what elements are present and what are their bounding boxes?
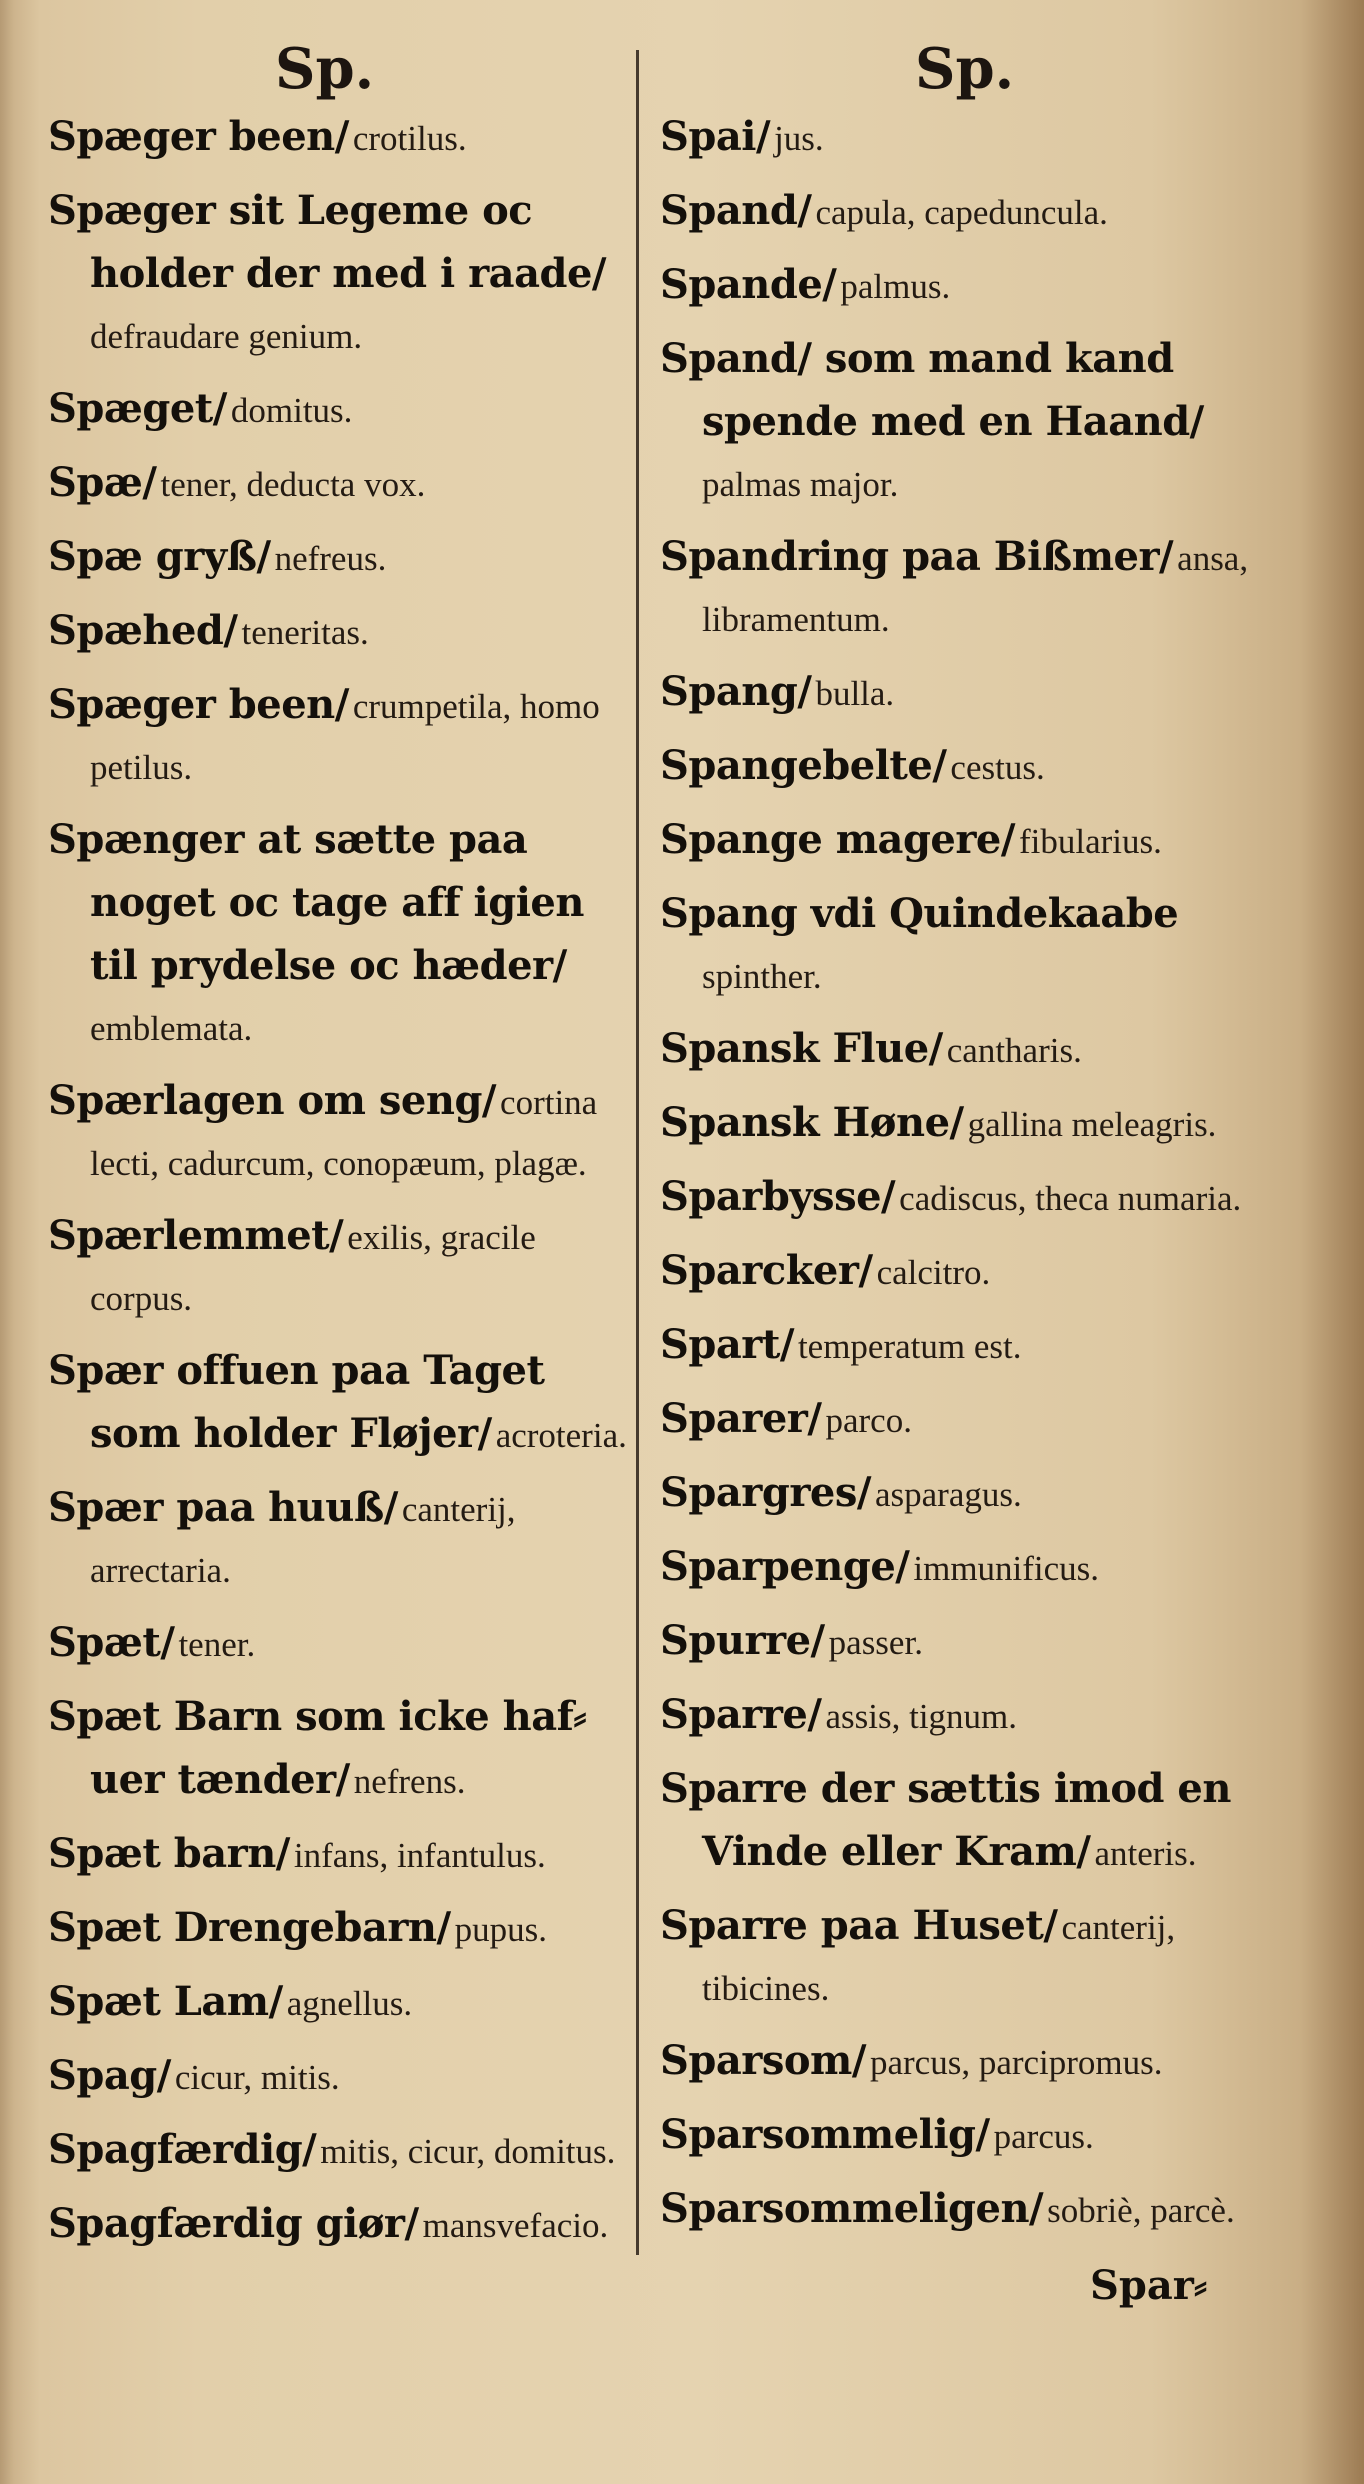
dictionary-entry xyxy=(660,1540,1265,1603)
headword: Spagfærdig/ xyxy=(48,2126,317,2173)
latin-gloss: cestus. xyxy=(950,748,1045,787)
right-column xyxy=(660,110,1265,2256)
dictionary-entry xyxy=(660,739,1265,802)
headword: Spær paa huuß/ xyxy=(48,1484,398,1531)
dictionary-entry xyxy=(48,1975,633,2038)
dictionary-entry xyxy=(48,2049,633,2112)
dictionary-entry xyxy=(660,2034,1265,2097)
headword: Spurre/ xyxy=(660,1617,825,1664)
latin-gloss: domitus. xyxy=(230,391,353,430)
latin-gloss: sobriè, parcè. xyxy=(1047,2191,1235,2230)
headword: Spærlagen om seng/ xyxy=(48,1077,497,1124)
dictionary-entry xyxy=(48,1827,633,1890)
headword: Sparsommeligen/ xyxy=(660,2185,1044,2232)
latin-gloss: infans, infantulus. xyxy=(293,1836,546,1875)
headword: Spand/ som mand kand spende med en Haand/ xyxy=(660,335,1204,445)
latin-gloss: temperatum est. xyxy=(797,1327,1022,1366)
latin-gloss: nefrens. xyxy=(353,1762,466,1801)
headword: Spæt Drengebarn/ xyxy=(48,1904,451,1951)
column-divider xyxy=(636,50,639,2255)
dictionary-entry xyxy=(660,887,1265,1011)
headword: Spang vdi Quindekaabe xyxy=(660,890,1179,937)
headword: Spande/ xyxy=(660,261,837,308)
dictionary-entry xyxy=(660,184,1265,247)
latin-gloss: defraudare genium. xyxy=(90,317,363,356)
headword: Spæhed/ xyxy=(48,607,238,654)
dictionary-entry xyxy=(48,1690,633,1816)
latin-gloss: calcitro. xyxy=(876,1253,991,1292)
headword: Spæt Barn som icke haf⸗ uer tænder/ xyxy=(48,1693,587,1803)
dictionary-entry xyxy=(660,1318,1265,1381)
latin-gloss: agnellus. xyxy=(286,1984,413,2023)
dictionary-entry xyxy=(660,1688,1265,1751)
latin-gloss: jus. xyxy=(774,119,824,158)
headword: Sparbysse/ xyxy=(660,1173,896,1220)
dictionary-entry xyxy=(48,184,633,371)
headword: Spæger been/ xyxy=(48,681,349,728)
headword: Spænger at sætte paa noget oc tage aff igien til prydelse oc hæder/ xyxy=(48,816,584,989)
headword: Spæget/ xyxy=(48,385,227,432)
dictionary-entry xyxy=(660,813,1265,876)
dictionary-entry xyxy=(660,530,1265,654)
latin-gloss: crotilus. xyxy=(352,119,467,158)
headword: Sparcker/ xyxy=(660,1247,873,1294)
latin-gloss: ansa, libramentum. xyxy=(702,539,1249,639)
headword: Spærlemmet/ xyxy=(48,1212,344,1259)
headword: Spart/ xyxy=(660,1321,794,1368)
left-column xyxy=(48,110,633,2271)
headword: Sparre der sættis imod en Vinde eller Kram/ xyxy=(660,1765,1231,1875)
latin-gloss: cantharis. xyxy=(946,1031,1082,1070)
headword: Spansk Høne/ xyxy=(660,1099,964,1146)
latin-gloss: gallina meleagris. xyxy=(967,1105,1217,1144)
headword: Spag/ xyxy=(48,2052,171,2099)
dictionary-entry xyxy=(48,1481,633,1605)
latin-gloss: palmus. xyxy=(840,267,951,306)
latin-gloss: tener. xyxy=(178,1625,256,1664)
headword: Spansk Flue/ xyxy=(660,1025,943,1072)
headword: Sparer/ xyxy=(660,1395,822,1442)
latin-gloss: crumpetila, homo petilus. xyxy=(90,687,600,787)
dictionary-entry xyxy=(660,1022,1265,1085)
dictionary-entry xyxy=(660,665,1265,728)
latin-gloss: cortina lecti, cadurcum, conopæum, plagæ. xyxy=(90,1083,598,1183)
dictionary-entry xyxy=(660,1244,1265,1307)
headword: Spær offuen paa Taget som holder Fløjer/ xyxy=(48,1347,545,1457)
latin-gloss: bulla. xyxy=(815,674,895,713)
latin-gloss: capula, capeduncula. xyxy=(815,193,1108,232)
dictionary-entry xyxy=(48,456,633,519)
dictionary-entry xyxy=(48,678,633,802)
dictionary-entry xyxy=(48,1209,633,1333)
right-column-header: Sp. xyxy=(915,36,1015,102)
headword: Spand/ xyxy=(660,187,812,234)
headword: Spai/ xyxy=(660,113,771,160)
dictionary-entry xyxy=(660,332,1265,519)
latin-gloss: spinther. xyxy=(702,957,822,996)
latin-gloss: anteris. xyxy=(1094,1834,1197,1873)
latin-gloss: canterij, arrectaria. xyxy=(90,1490,516,1590)
headword: Spæ gryß/ xyxy=(48,533,271,580)
latin-gloss: pupus. xyxy=(454,1910,547,1949)
headword: Spagfærdig giør/ xyxy=(48,2200,419,2247)
dictionary-entry xyxy=(660,1762,1265,1888)
latin-gloss: parco. xyxy=(825,1401,912,1440)
dictionary-entry xyxy=(660,1614,1265,1677)
latin-gloss: assis, tignum. xyxy=(825,1697,1018,1736)
headword: Sparsom/ xyxy=(660,2037,866,2084)
headword: Sparpenge/ xyxy=(660,1543,910,1590)
dictionary-entry xyxy=(48,382,633,445)
latin-gloss: fibularius. xyxy=(1019,822,1162,861)
headword: Sparre/ xyxy=(660,1691,822,1738)
dictionary-entry xyxy=(660,1096,1265,1159)
latin-gloss: canterij, tibicines. xyxy=(702,1908,1176,2008)
headword: Spæger been/ xyxy=(48,113,349,160)
headword: Sparre paa Huset/ xyxy=(660,1902,1058,1949)
latin-gloss: passer. xyxy=(828,1623,923,1662)
dictionary-entry xyxy=(660,1170,1265,1233)
dictionary-entry xyxy=(48,604,633,667)
dictionary-entry xyxy=(660,258,1265,321)
latin-gloss: cadiscus, theca numaria. xyxy=(899,1179,1242,1218)
headword: Spæt barn/ xyxy=(48,1830,290,1877)
latin-gloss: nefreus. xyxy=(274,539,387,578)
left-column-header: Sp. xyxy=(275,36,375,102)
dictionary-entry xyxy=(660,2182,1265,2245)
latin-gloss: mitis, cicur, domitus. xyxy=(320,2132,616,2171)
dictionary-entry xyxy=(48,110,633,173)
latin-gloss: palmas major. xyxy=(702,465,899,504)
latin-gloss: immunificus. xyxy=(913,1549,1100,1588)
headword: Spæt/ xyxy=(48,1619,175,1666)
dictionary-entry xyxy=(660,2108,1265,2171)
catchword: Spar⸗ xyxy=(1090,2262,1208,2309)
latin-gloss: emblemata. xyxy=(90,1009,253,1048)
latin-gloss: parcus, parcipromus. xyxy=(869,2043,1163,2082)
dictionary-entry xyxy=(48,1344,633,1470)
latin-gloss: exilis, gracile corpus. xyxy=(90,1218,536,1318)
headword: Spange magere/ xyxy=(660,816,1015,863)
dictionary-entry xyxy=(660,1899,1265,2023)
headword: Spæ/ xyxy=(48,459,157,506)
latin-gloss: teneritas. xyxy=(241,613,369,652)
headword: Spargres/ xyxy=(660,1469,871,1516)
latin-gloss: mansvefacio. xyxy=(422,2206,609,2245)
dictionary-entry xyxy=(48,813,633,1063)
dictionary-entry xyxy=(48,2197,633,2260)
latin-gloss: asparagus. xyxy=(874,1475,1022,1514)
dictionary-entry xyxy=(660,1392,1265,1455)
dictionary-entry xyxy=(48,1616,633,1679)
latin-gloss: acroteria. xyxy=(495,1416,627,1455)
dictionary-entry xyxy=(48,1074,633,1198)
dictionary-entry xyxy=(48,1901,633,1964)
latin-gloss: cicur, mitis. xyxy=(174,2058,340,2097)
latin-gloss: tener, deducta vox. xyxy=(160,465,426,504)
headword: Sparsommelig/ xyxy=(660,2111,990,2158)
headword: Spæger sit Legeme oc holder der med i raade/ xyxy=(48,187,607,297)
dictionary-entry xyxy=(48,530,633,593)
headword: Spangebelte/ xyxy=(660,742,947,789)
headword: Spæt Lam/ xyxy=(48,1978,283,2025)
headword: Spandring paa Bißmer/ xyxy=(660,533,1174,580)
latin-gloss: parcus. xyxy=(993,2117,1094,2156)
dictionary-entry xyxy=(48,2123,633,2186)
dictionary-entry xyxy=(660,110,1265,173)
headword: Spang/ xyxy=(660,668,812,715)
dictionary-entry xyxy=(660,1466,1265,1529)
